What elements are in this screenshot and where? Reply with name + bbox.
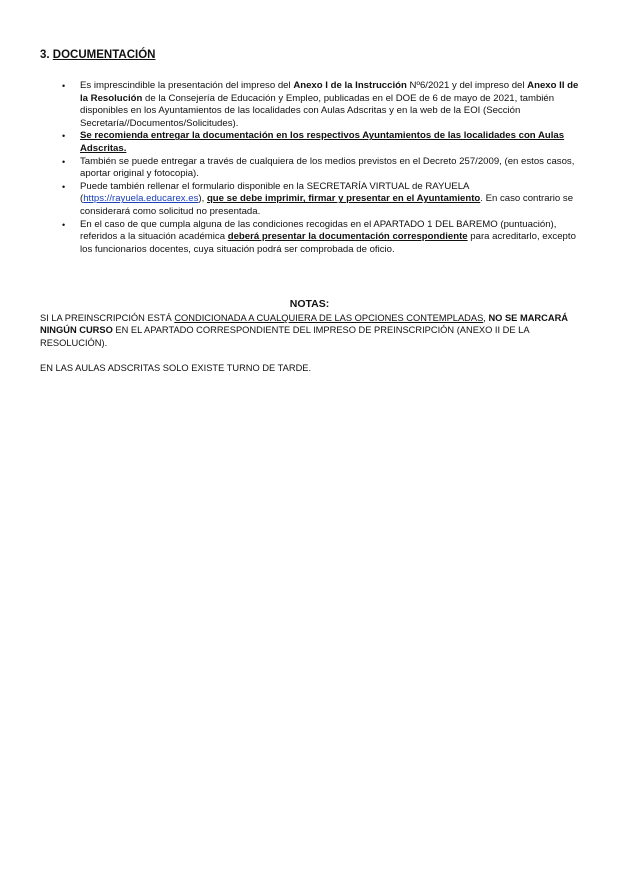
item-text: Puede también rellenar el formulario disponible en la SECRETARÍA VIRTUAL de RAYUELA ( xyxy=(80,180,469,205)
rayuela-link[interactable]: https://rayuela.educarex.es xyxy=(83,193,199,205)
section-title: DOCUMENTACIÓN xyxy=(52,49,156,61)
bullet-icon: • xyxy=(62,156,66,167)
item-text: Nº6/2021 y del impreso del xyxy=(406,80,528,91)
notes-text: EN EL APARTADO CORRESPONDIENTE DEL IMPRESO DE PREINSCRIPCIÓN (ANEXO II DE LA RESOLUCIÓN). xyxy=(40,325,530,348)
item-bold-underlined-text: deberá presentar la documentación correspondiente xyxy=(227,231,468,243)
notes-bold-text: NO SE MARCARÁ NINGÚN CURSO xyxy=(40,313,568,336)
section-heading xyxy=(40,48,155,62)
notes-text: , xyxy=(483,313,489,323)
item-text: También se puede entregar a través de cualquiera de los medios previstos en el Decreto 257/2009, (en estos casos, aportar original y fotocopia). xyxy=(80,155,575,180)
item-bold-underlined-text: Se recomienda entregar la documentación en los respectivos Ayuntamientos de las localidades con Aulas Adscritas. xyxy=(80,130,565,154)
item-bold-text: Anexo II de la Resolución xyxy=(80,80,579,104)
list-item xyxy=(62,218,580,257)
bullet-icon: • xyxy=(62,81,66,91)
notes-paragraph xyxy=(40,312,588,349)
notes-title: NOTAS: xyxy=(289,298,330,310)
bullet-icon: • xyxy=(62,181,66,192)
item-bold-text: Anexo I de la Instrucción xyxy=(293,80,407,91)
item-text: En el caso de que cumpla alguna de las condiciones recogidas en el APARTADO 1 DEL BAREMO (puntuación), referidos a la situación académica xyxy=(80,218,557,243)
item-text: Es imprescindible la presentación del impreso del xyxy=(80,80,294,91)
list-item xyxy=(62,180,580,219)
item-text: ), xyxy=(198,193,207,205)
item-bold-underlined-text: que se debe imprimir, firmar y presentar en el Ayuntamiento xyxy=(206,193,481,205)
list-item xyxy=(62,155,580,181)
section-number: 3. xyxy=(40,49,50,61)
item-text: de la Consejería de Educación y Empleo, publicadas en el DOE de 6 de mayo de 2021, también disponibles en los Ayuntamientos de las localidades con Aulas Adscritas y en la web de la EOI (Sección Secretaría//Documentos/Solicitudes). xyxy=(80,92,555,129)
bullet-icon: • xyxy=(62,219,66,230)
list-item xyxy=(62,80,580,130)
notes-text: SI LA PREINSCRIPCIÓN ESTÁ xyxy=(40,313,175,323)
documentation-list xyxy=(62,80,580,256)
item-text: . En caso contrario se considerará como solicitud no presentada. xyxy=(80,193,574,217)
list-item xyxy=(62,130,580,155)
notes-underlined-text: CONDICIONADA A CUALQUIERA DE LAS OPCIONES CONTEMPLADAS xyxy=(174,313,484,323)
item-text: para acreditarlo, excepto los funcionarios docentes, cuya situación podrá ser comprobada de oficio. xyxy=(80,231,576,255)
bullet-icon: • xyxy=(62,131,66,142)
notes-paragraph-afternoon: EN LAS AULAS ADSCRITAS SOLO EXISTE TURNO DE TARDE. xyxy=(40,363,312,373)
